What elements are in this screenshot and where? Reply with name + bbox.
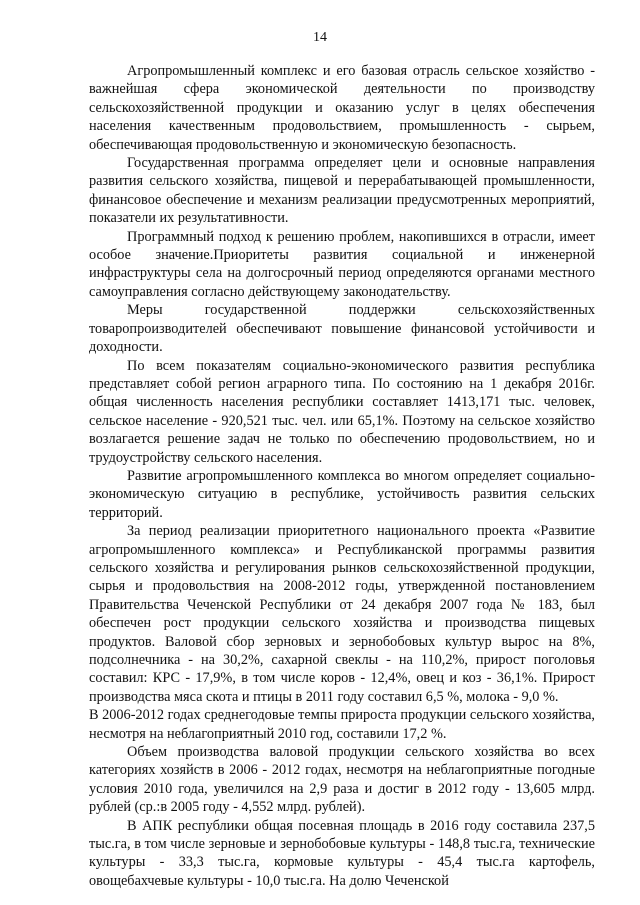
paragraph-support-measures: Меры государственной поддержки сельскохозяйственных товаропроизводителей обеспечивают повышение финансовой устойчивости и доходности.: [89, 302, 595, 356]
paragraph-agro-complex: Агропромышленный комплекс и его базовая отрасль сельское хозяйство - важнейшая сфера экономической деятельности по производству сельскохозяйственной продукции и оказанию услуг в целях обеспечения населения качественным продовольствием, промышленность - сырьем, обеспечивающая продовольственную и экономическую безопасность.: [89, 63, 595, 153]
paragraph-population-stats: По всем показателям социально-экономического развития республика представляет собой регион аграрного типа. По состоянию на 1 декабря 2016г. общая численность населения республики составляет 1413,171 тыс. человек, сельское население - 920,521 тыс. чел. или 65,1%. Поэтому на сельское хозяйство возлагается решение задач не только по обеспечению продовольствием, но и трудоустройству сельского населения.: [89, 357, 595, 466]
page-number: 14: [313, 30, 327, 45]
document-body: [89, 62, 595, 890]
paragraph-national-project: За период реализации приоритетного национального проекта «Развитие агропромышленного комплекса» и Республиканской программы развития сельского хозяйства и регулирования рынков сельскохозяйственной продукции, сырья и продовольствия на 2008-2012 годы, утвержденной постановлением Правительства Чеченской Республики от 24 декабря 2007 года № 183, был обеспечен рост продукции сельского хозяйства и производства пищевых продуктов. Валовой сбор зерновых и зернобобовых культур вырос на 8%, подсолнечника - на 30,2%, сахарной свеклы - на 110,2%, прирост поголовья составил: КРС - 17,9%, в том числе коров - 12,4%, овец и коз - 36,1%. Прирост производства мяса скота и птицы в 2011 году составил 6,5 %, молока - 9,0 %.: [89, 523, 595, 705]
paragraph-development: Развитие агропромышленного комплекса во многом определяет социально-экономическую ситуацию в республике, устойчивость развития сельских территорий.: [89, 467, 595, 521]
paragraph-program-approach: Программный подход к решению проблем, накопившихся в отрасли, имеет особое значение.Приоритеты развития социальной и инженерной инфраструктуры села на долгосрочный период определяются органами местного самоуправления согласно действующему законодательству.: [89, 228, 595, 300]
paragraph-sown-area: В АПК республики общая посевная площадь в 2016 году составила 237,5 тыс.га, в том числе зерновые и зернобобовые культуры - 148,8 тыс.га, технические культуры - 33,3 тыс.га, кормовые культуры - 45,4 тыс.га картофель, овощебахчевые культуры - 10,0 тыс.га. На долю Чеченской: [89, 817, 595, 889]
paragraph-state-program: Государственная программа определяет цели и основные направления развития сельского хозяйства, пищевой и перерабатывающей промышленности, финансовое обеспечение и механизм реализации предусмотренных мероприятий, показатели их результативности.: [89, 155, 595, 227]
paragraph-gross-output: Объем производства валовой продукции сельского хозяйства во всех категориях хозяйств в 2006 - 2012 годах, несмотря на неблагоприятные погодные условия 2010 года, увеличился на 2,9 раза и достиг в 2012 году - 13,605 млрд. рублей (ср.:в 2005 году - 4,552 млрд. рублей).: [89, 744, 595, 816]
paragraph-growth-rates: В 2006-2012 годах среднегодовые темпы прироста продукции сельского хозяйства, несмотря на неблагоприятный 2010 год, составили 17,2 %.: [89, 707, 595, 742]
